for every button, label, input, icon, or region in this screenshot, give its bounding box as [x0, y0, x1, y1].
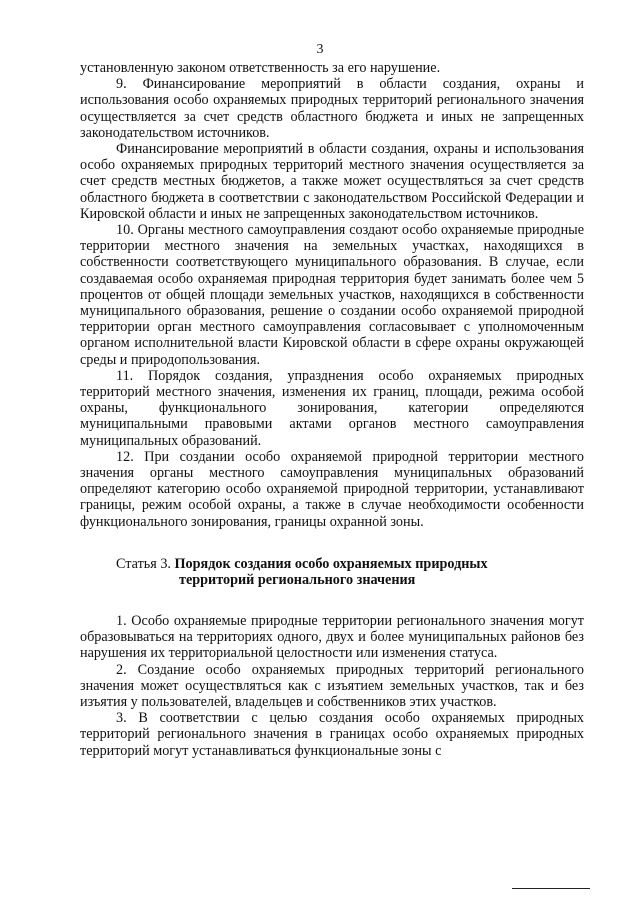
page-number: 3	[316, 42, 324, 57]
paragraph-article3-item-3: 3. В соответствии с целью создания особо охраняемых природных территорий регионального значения в границах особо охраняемых природных территорий могут устанавливаться функциональные зоны с	[80, 710, 584, 759]
footer-divider	[512, 888, 590, 889]
paragraph-continuation: установленную законом ответственность за его нарушение.	[80, 60, 441, 76]
paragraph-item-9: 9. Финансирование мероприятий в области создания, охраны и использования особо охраняемых природных территорий регионального значения осуществляется за счет средств областного бюджета и иных не запрещенных законодательством источников.	[80, 76, 584, 141]
paragraph-local-financing: Финансирование мероприятий в области создания, охраны и использования особо охраняемых природных территорий местного значения осуществляется за счет средств местных бюджетов, а также может осуществляться за счет средств областного бюджета в соответствии с законодательством Российской Федерации и Кировской области и иных не запрещенных законодательством источников.	[80, 141, 584, 222]
article-title-line1: Порядок создания особо охраняемых природных	[174, 555, 488, 572]
article-title-line2: территорий регионального значения	[179, 572, 416, 589]
paragraph-item-12: 12. При создании особо охраняемой природной территории местного значения органы местного самоуправления муниципальных образований определяют категорию особо охраняемой природной территории, устанавливают границы, режим особой охраны, а также в случае необходимости особенности функционального зонирования, границы охранной зоны.	[80, 448, 584, 530]
article-prefix: Статья 3.	[116, 555, 171, 572]
paragraph-item-11: 11. Порядок создания, упразднения особо охраняемых природных территорий местного значения, изменения их границ, площади, режима особой охраны, функционального зонирования, категории определяются муниципальными правовыми актами органов местного самоуправления муниципальных образований.	[80, 367, 584, 449]
paragraph-item-10: 10. Органы местного самоуправления создают особо охраняемые природные территории местного значения на земельных участках, находящихся в собственности соответствующего муниципального образования. В случае, если создаваемая особо охраняемая природная территория будет занимать более чем 5 процентов от общей площади земельных участков, находящихся в собственности муниципального образования, решение о создании особо охраняемой природной территории орган местного самоуправления согласовывает с уполномоченным органом исполнительной власти Кировской области в сфере охраны окружающей среды и природопользования.	[80, 222, 584, 368]
paragraph-article3-item-1: 1. Особо охраняемые природные территории регионального значения могут образовываться на территориях одного, двух и более муниципальных районов без нарушения их территориальной целостности или изменения статуса.	[80, 612, 584, 662]
document-body	[80, 60, 584, 759]
article-heading	[80, 556, 584, 589]
paragraph-article3-item-2: 2. Создание особо охраняемых природных территорий регионального значения может осуществляться как с изъятием земельных участков, так и без изъятия у пользователей, владельцев и собственников этих участков.	[80, 661, 584, 710]
